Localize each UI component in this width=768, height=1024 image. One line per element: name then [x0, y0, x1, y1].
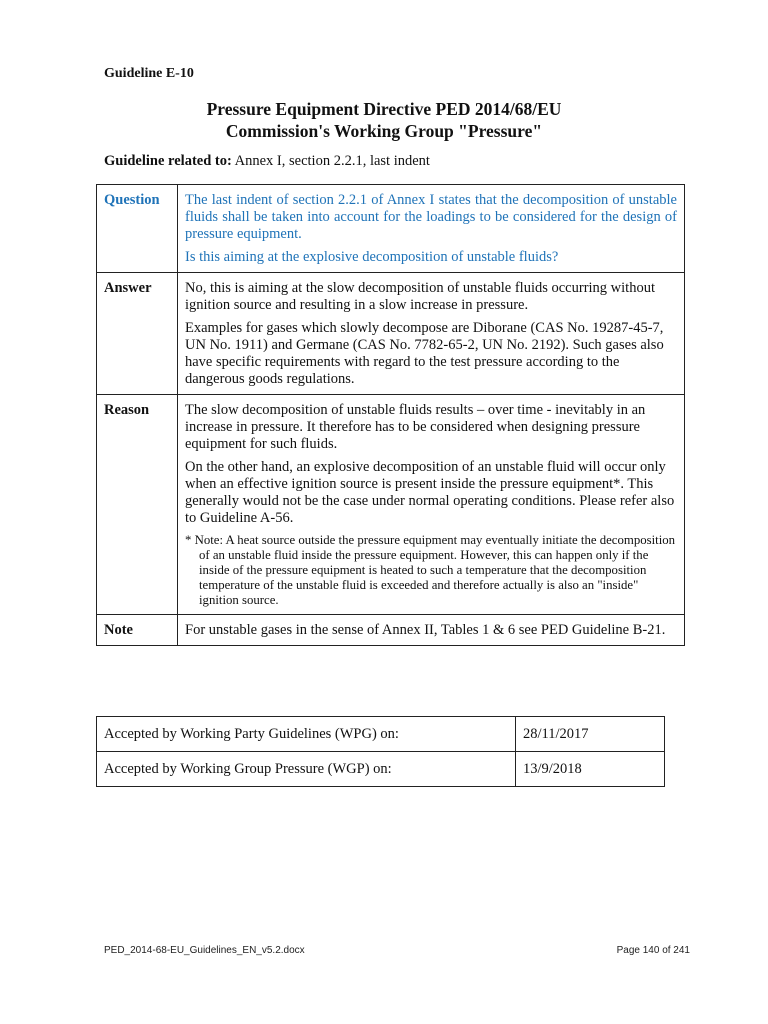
- answer-text-1: No, this is aiming at the slow decomposition of unstable fluids occurring without ignition source and resulting in a slow increase in pressure.: [185, 280, 655, 313]
- question-subtext: Is this aiming at the explosive decomposition of unstable fluids?: [185, 249, 559, 265]
- answer-content: [178, 273, 685, 395]
- question-text: The last indent of section 2.2.1 of Annex I states that the decomposition of unstable fluids shall be taken into account for the loadings to be considered for the design of pressure equipment.: [185, 192, 677, 242]
- title-line-2: Commission's Working Group "Pressure": [225, 121, 543, 141]
- question-label: Question: [97, 185, 178, 273]
- acceptance-label-wpg: Accepted by Working Party Guidelines (WPG) on:: [97, 717, 516, 752]
- question-row: [97, 185, 685, 273]
- related-label: Guideline related to:: [104, 153, 232, 169]
- acceptance-label-wgp: Accepted by Working Group Pressure (WGP) on:: [97, 752, 516, 787]
- acceptance-table: [96, 716, 665, 787]
- acceptance-date-wgp: 13/9/2018: [516, 752, 665, 787]
- guideline-id: Guideline E-10: [104, 66, 194, 81]
- question-content: [178, 185, 685, 273]
- document-title: [0, 98, 768, 142]
- reason-text-2: On the other hand, an explosive decomposition of an unstable fluid will occur only when an effective ignition source is present inside the pressure equipment*. This generally would not be the case under normal operating conditions. Please refer also to Guideline A-56.: [185, 459, 675, 526]
- guideline-table: [96, 184, 685, 646]
- answer-label: Answer: [97, 273, 178, 395]
- reason-text-1: The slow decomposition of unstable fluids results – over time - inevitably in an increase in pressure. It therefore has to be considered when designing pressure equipment for such fluids.: [185, 402, 646, 452]
- title-line-1: Pressure Equipment Directive PED 2014/68/EU: [206, 99, 562, 119]
- footer-page-number: Page 140 of 241: [616, 945, 690, 956]
- reason-row: [97, 395, 685, 615]
- acceptance-row-wpg: [97, 717, 665, 752]
- acceptance-date-wpg: 28/11/2017: [516, 717, 665, 752]
- note-content: [178, 615, 685, 646]
- answer-row: [97, 273, 685, 395]
- guideline-related: [104, 153, 430, 170]
- reason-label: Reason: [97, 395, 178, 615]
- answer-text-2: Examples for gases which slowly decompose are Diborane (CAS No. 19287-45-7, UN No. 1911) and Germane (CAS No. 7782-65-2, UN No. 2192). Such gases also have specific requirements with regard to the test pressure according to the dangerous goods regulations.: [185, 320, 664, 387]
- reason-content: [178, 395, 685, 615]
- acceptance-row-wgp: [97, 752, 665, 787]
- related-value: Annex I, section 2.2.1, last indent: [231, 153, 430, 169]
- reason-footnote: * Note: A heat source outside the pressure equipment may eventually initiate the decomposition of an unstable fluid inside the pressure equipment. However, this can happen only if the inside of the pressure equipment is heated to such a temperature that the decomposition temperature of the unstable fluid is exceeded and therefore actually is also an "inside" ignition source.: [185, 533, 676, 607]
- footer-filename: PED_2014-68-EU_Guidelines_EN_v5.2.docx: [104, 945, 305, 956]
- note-text: For unstable gases in the sense of Annex II, Tables 1 & 6 see PED Guideline B-21.: [185, 622, 666, 638]
- note-label: Note: [97, 615, 178, 646]
- note-row: [97, 615, 685, 646]
